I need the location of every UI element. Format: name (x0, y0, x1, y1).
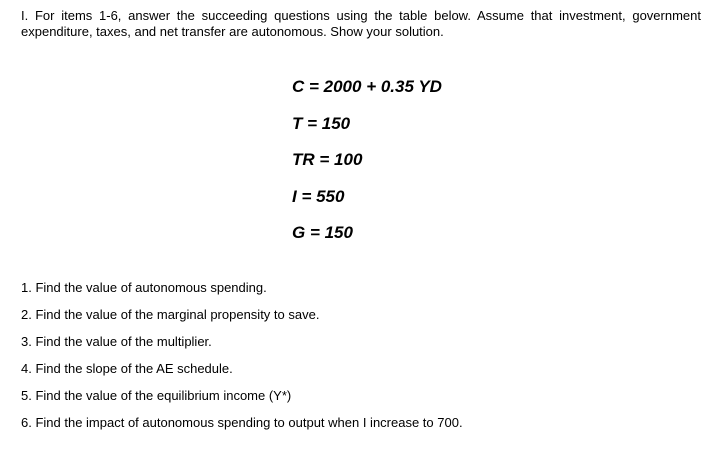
equation-transfers: TR = 100 (292, 150, 363, 169)
question-item: 6. Find the impact of autonomous spending to output when I increase to 700. (21, 415, 463, 430)
question-item: 4. Find the slope of the AE schedule. (21, 361, 233, 376)
equation-government: G = 150 (292, 223, 353, 242)
equation-investment: I = 550 (292, 186, 345, 206)
question-item: 5. Find the value of the equilibrium income (Y*) (21, 388, 292, 403)
equations-table (292, 78, 442, 261)
equation-taxes: T = 150 (292, 113, 351, 133)
question-item: 3. Find the value of the multiplier. (21, 334, 212, 349)
equation-consumption: C = 2000 + 0.35 YD (292, 77, 442, 96)
questions-list (21, 280, 463, 442)
instructions-paragraph: I. For items 1-6, answer the succeeding questions using the table below. Assume that investment, government expenditure, taxes, and net transfer are autonomous. Show your solution. (21, 8, 701, 39)
question-item: 2. Find the value of the marginal propensity to save. (21, 307, 320, 322)
question-item: 1. Find the value of autonomous spending. (21, 280, 267, 295)
